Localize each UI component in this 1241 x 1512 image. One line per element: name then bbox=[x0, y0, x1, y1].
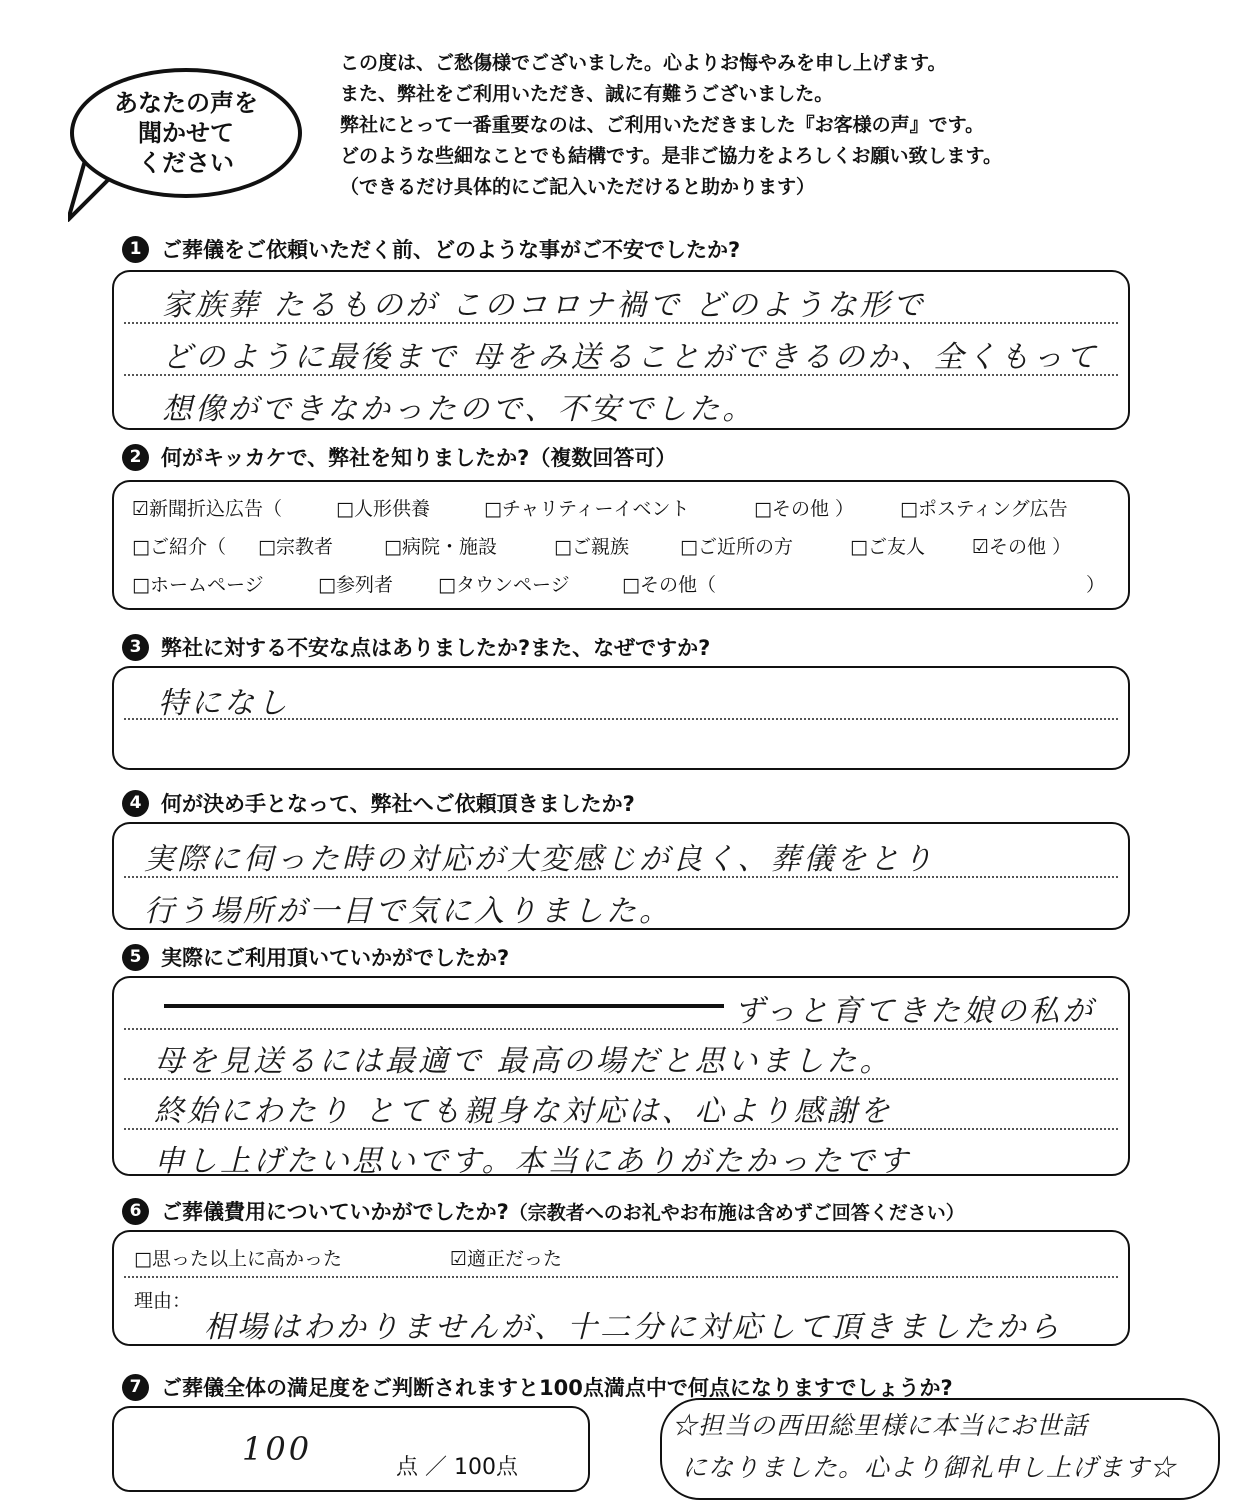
checkbox-charity-event[interactable]: □チャリティーイベント bbox=[484, 498, 690, 520]
checkbox-homepage[interactable]: □ホームページ bbox=[132, 574, 264, 596]
checkbox-town-page[interactable]: □タウンページ bbox=[438, 574, 570, 596]
question-number: 1 bbox=[122, 236, 149, 263]
checkbox-posting-ad[interactable]: □ポスティング広告 bbox=[900, 498, 1068, 520]
answer-line: 母を見送るには最適で 最高の場だと思いました。 bbox=[154, 1044, 893, 1079]
intro-line: 弊社にとって一番重要なのは、ご利用いただきました『お客様の声』です。 bbox=[340, 114, 985, 136]
checkbox-referral[interactable]: □ご紹介（ bbox=[132, 536, 226, 558]
question-text: 何がキッカケで、弊社を知りましたか?（複数回答可） bbox=[161, 446, 677, 470]
checkbox-other-3[interactable]: □その他（ bbox=[622, 574, 716, 596]
checkbox-other-1[interactable]: □その他 ） bbox=[754, 498, 854, 520]
checkbox-doll-memorial[interactable]: □人形供養 bbox=[336, 498, 430, 520]
question-number: 2 bbox=[122, 444, 149, 471]
handwritten-comment bbox=[660, 1398, 1220, 1500]
question-text: 弊社に対する不安な点はありましたか?また、なぜですか? bbox=[161, 636, 711, 660]
question-4-title bbox=[122, 788, 635, 818]
reason-label: 理由： bbox=[134, 1290, 192, 1312]
checkbox-too-expensive[interactable]: □思った以上に高かった bbox=[134, 1248, 342, 1270]
answer-box-6 bbox=[112, 1230, 1130, 1346]
answer-line: 行う場所が一目で気に入りました。 bbox=[144, 894, 672, 929]
question-2-title bbox=[122, 442, 676, 472]
intro-text bbox=[340, 48, 1002, 203]
answer-line: 申し上げたい思いです。本当にありがたかったです bbox=[154, 1144, 911, 1176]
answer-line: どのように最後まで 母をみ送ることができるのか、全くもって bbox=[162, 340, 1099, 375]
intro-line: この度は、ご愁傷様でございました。心よりお悔やみを申し上げます。 bbox=[340, 52, 947, 74]
score-value: 100 bbox=[242, 1430, 313, 1468]
answer-line: 想像ができなかったので、不安でした。 bbox=[162, 392, 756, 427]
checkbox-other-2[interactable]: ☑その他 ） bbox=[972, 536, 1072, 558]
score-unit: 点 ／ 100点 bbox=[396, 1455, 518, 1480]
answer-line: ずっと育てきた娘の私が bbox=[734, 994, 1096, 1029]
question-note: （宗教者へのお礼やお布施は含めずご回答ください） bbox=[508, 1201, 965, 1224]
answer-line: 家族葬 たるものが このコロナ禍で どのような形で bbox=[162, 288, 926, 323]
options-box-2 bbox=[112, 480, 1130, 610]
bubble-line-1: あなたの声を bbox=[114, 89, 258, 117]
reason-answer[interactable]: 相場はわかりませんが、十二分に対応して頂きましたから bbox=[204, 1310, 1062, 1345]
checkbox-relatives[interactable]: □ご親族 bbox=[554, 536, 629, 558]
answer-line: 実際に伺った時の対応が大変感じが良く、葬儀をとり bbox=[144, 842, 936, 877]
score-box[interactable] bbox=[112, 1406, 590, 1492]
question-6-title bbox=[122, 1196, 965, 1226]
question-text: ご葬儀費用についていかがでしたか? bbox=[161, 1200, 509, 1224]
checkbox-newspaper-ad[interactable]: ☑新聞折込広告（ bbox=[132, 498, 283, 520]
answer-box-3[interactable] bbox=[112, 666, 1130, 770]
answer-box-5[interactable] bbox=[112, 976, 1130, 1176]
question-number: 5 bbox=[122, 944, 149, 971]
checkbox-attendee[interactable]: □参列者 bbox=[318, 574, 393, 596]
question-text: 何が決め手となって、弊社へご依頼頂きましたか? bbox=[161, 792, 635, 816]
question-5-title bbox=[122, 942, 509, 972]
bubble-line-3: ください bbox=[138, 149, 234, 177]
question-text: ご葬儀全体の満足度をご判断されますと100点満点中で何点になりますでしょうか? bbox=[161, 1376, 953, 1400]
speech-bubble bbox=[70, 68, 302, 198]
checkbox-hospital[interactable]: □病院・施設 bbox=[384, 536, 497, 558]
answer-line: 特になし bbox=[158, 686, 290, 721]
comment-line: ☆担当の西田総里様に本当にお世話 bbox=[672, 1411, 1089, 1440]
question-1-title bbox=[122, 234, 740, 264]
close-paren: ） bbox=[1086, 574, 1106, 596]
comment-line: になりました。心より御礼申し上げます☆ bbox=[682, 1453, 1177, 1482]
bubble-line-2: 聞かせて bbox=[138, 119, 234, 147]
answer-box-1[interactable] bbox=[112, 270, 1130, 430]
question-text: 実際にご利用頂いていかがでしたか? bbox=[161, 946, 510, 970]
answer-line: 終始にわたり とても親身な対応は、心より感謝を bbox=[154, 1094, 893, 1129]
question-3-title bbox=[122, 632, 710, 662]
checkbox-neighbors[interactable]: □ご近所の方 bbox=[680, 536, 793, 558]
checkbox-friends[interactable]: □ご友人 bbox=[850, 536, 925, 558]
question-number: 7 bbox=[122, 1374, 149, 1401]
question-number: 3 bbox=[122, 634, 149, 661]
answer-box-4[interactable] bbox=[112, 822, 1130, 930]
intro-line: また、弊社をご利用いただき、誠に有難うございました。 bbox=[340, 83, 834, 105]
intro-line: （できるだけ具体的にご記入いただけると助かります） bbox=[340, 176, 816, 198]
checkbox-appropriate[interactable]: ☑適正だった bbox=[450, 1248, 563, 1270]
question-number: 4 bbox=[122, 790, 149, 817]
checkbox-clergy[interactable]: □宗教者 bbox=[258, 536, 333, 558]
question-text: ご葬儀をご依頼いただく前、どのような事がご不安でしたか? bbox=[161, 238, 741, 262]
intro-line: どのような些細なことでも結構です。是非ご協力をよろしくお願い致します。 bbox=[340, 145, 1002, 167]
crossed-out-text bbox=[164, 1004, 724, 1008]
question-number: 6 bbox=[122, 1198, 149, 1225]
